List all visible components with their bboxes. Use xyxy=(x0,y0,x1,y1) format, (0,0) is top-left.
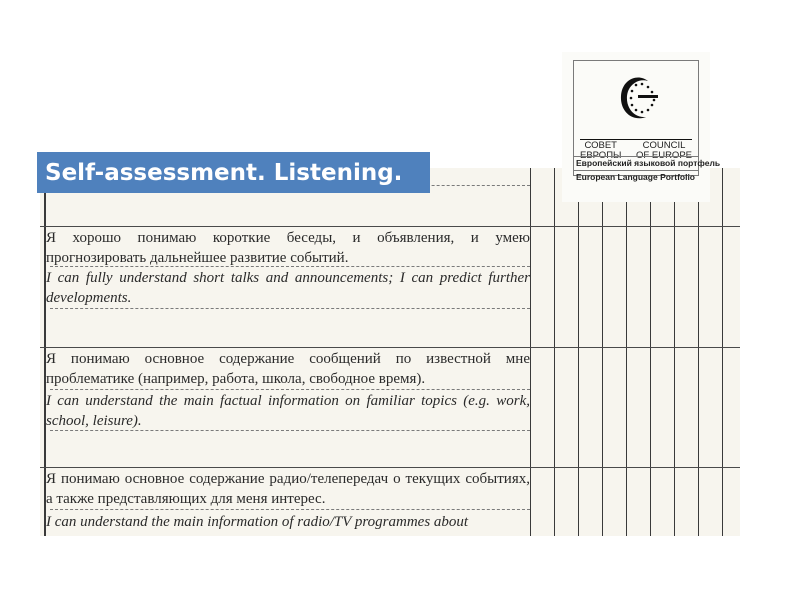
row-divider xyxy=(40,347,740,348)
org-name-ru-line1: СОВЕТ xyxy=(584,140,617,151)
row-divider-dashed xyxy=(50,389,530,390)
slide-title: Self-assessment. Listening. xyxy=(37,152,430,193)
self-assessment-table xyxy=(40,168,740,536)
checkbox-column-line xyxy=(554,168,555,536)
portfolio-label-ru: Европейский языковой портфель xyxy=(576,158,721,168)
row-divider xyxy=(40,467,740,468)
org-name-en-line2: OF EUROPE xyxy=(636,150,692,161)
row-divider xyxy=(40,226,740,227)
council-of-europe-emblem-icon xyxy=(614,69,660,129)
checkbox-column-line xyxy=(626,168,627,536)
row-divider-dashed xyxy=(50,509,530,510)
logo-strip-divider xyxy=(573,170,699,171)
logo-strip-divider xyxy=(573,156,699,157)
table-row-statement-en: I can fully understand short talks and announcements; I can predict further developments. xyxy=(46,270,530,306)
council-of-europe-logo xyxy=(562,52,721,202)
table-row-statement-en: I can understand the main information of radio/TV programmes about xyxy=(46,514,469,530)
table-row-statement-ru: Я понимаю основное содержание сообщений по известной мне проблематике (например, работа, школа, свободное время). xyxy=(46,351,530,387)
checkbox-column-line xyxy=(650,168,651,536)
row-divider-dashed xyxy=(50,308,530,309)
table-column-divider xyxy=(530,168,531,536)
table-row-statement-ru: Я понимаю основное содержание радио/телепередач о текущих событиях, а также представляющих для меня интерес. xyxy=(46,471,530,507)
checkbox-column-line xyxy=(578,168,579,536)
checkbox-column-line xyxy=(698,168,699,536)
checkbox-column-line xyxy=(602,168,603,536)
org-name-ru-line2: ЕВРОПЫ xyxy=(580,150,622,161)
table-row-statement-ru: Я хорошо понимаю короткие беседы, и объявления, и умею прогнозировать дальнейшее развитие событий. xyxy=(46,230,530,266)
checkbox-column-line xyxy=(722,168,723,536)
org-name-en-line1: COUNCIL xyxy=(642,140,686,151)
portfolio-label-en: European Language Portfolio xyxy=(576,172,696,182)
table-row-statement-en: I can understand the main factual information on familiar topics (e.g. work, school, leisure). xyxy=(46,393,530,429)
checkbox-column-line xyxy=(674,168,675,536)
